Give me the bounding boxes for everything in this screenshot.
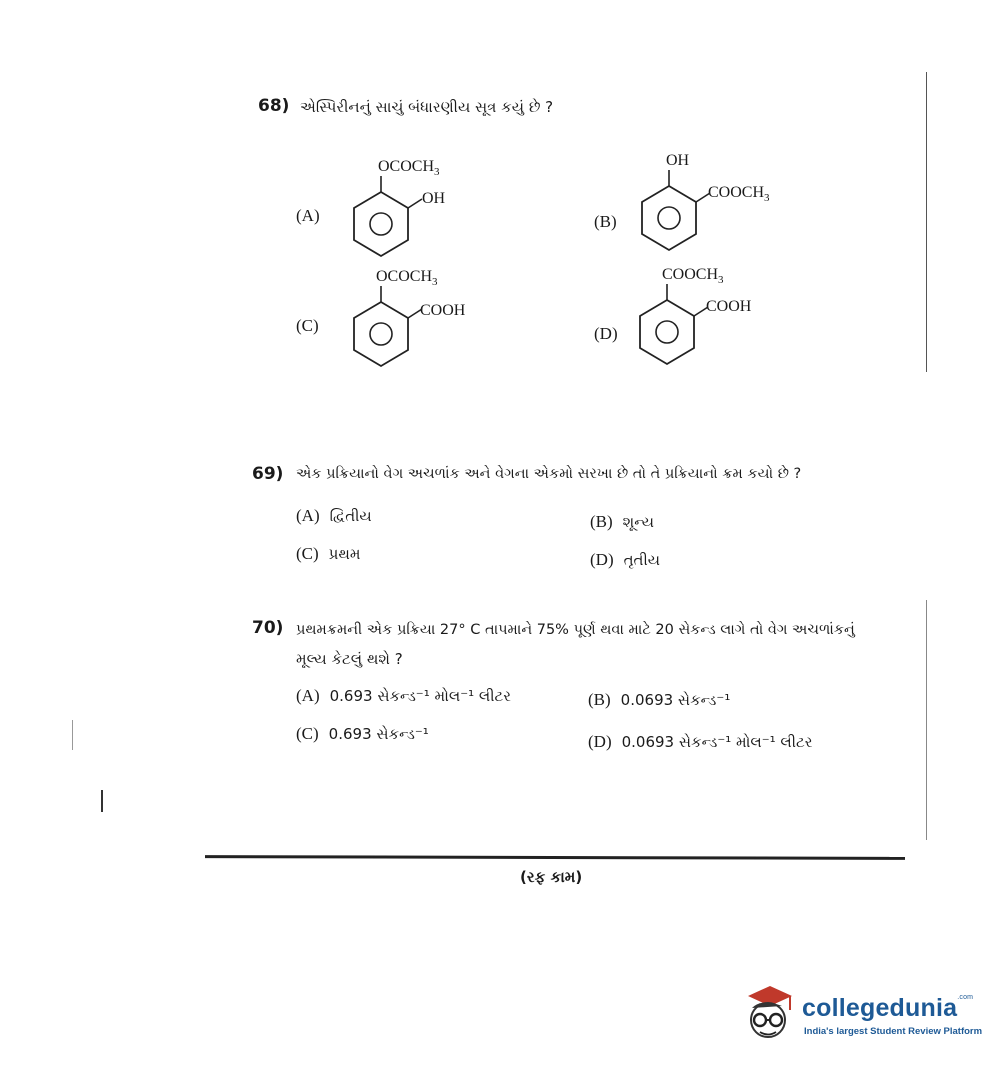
option-text: પ્રથમ <box>328 545 361 563</box>
question-text: પ્રથમક્રમની એક પ્રક્રિયા 27° C તાપમાને 75% પૂર્ણ થવા માટે 20 સેકન્ડ લાગે તો વેગ અચળાંકનું <box>296 622 855 638</box>
footer-text: (રફ કામ) <box>520 868 583 886</box>
option-text: 0.693 સેકન્ડ⁻¹ <box>328 725 429 743</box>
footer-divider <box>205 855 905 860</box>
option-text: શૂન્ય <box>622 513 655 531</box>
question-text: એસ્પિરીનનું સાચું બંધારણીય સૂત્ર કયું છે ? <box>300 98 554 116</box>
option-label: (B) <box>588 690 611 709</box>
scan-edge-line <box>101 790 103 812</box>
option-label: (A) <box>296 686 320 705</box>
option-c <box>296 724 429 744</box>
brand-logo <box>740 980 983 1050</box>
option-text: 0.693 સેકન્ડ⁻¹ મોલ⁻¹ લીટર <box>329 687 512 705</box>
option-label: (B) <box>594 212 617 231</box>
option-c <box>296 268 496 368</box>
option-b <box>594 152 794 252</box>
substituent-top: $OCOCH_3$ <box>376 268 438 289</box>
benzene-ring-icon <box>352 282 432 372</box>
substituent-side: COOH <box>706 298 752 315</box>
brand-name: collegedunia$^{.com}$ <box>802 994 974 1022</box>
benzene-ring-icon <box>352 172 432 262</box>
option-d <box>588 732 813 752</box>
benzene-ring-icon <box>640 166 720 256</box>
question-text-continued: મૂલ્ય કેટલું થશે ? <box>296 650 403 668</box>
substituent-top: $COOCH_3$ <box>662 266 724 287</box>
option-text: દ્વિતીય <box>329 507 372 525</box>
brand-tagline: India's largest Student Review Platform <box>804 1026 983 1037</box>
option-label: (D) <box>594 324 618 343</box>
option-a <box>296 158 476 258</box>
substituent-side: COOH <box>420 302 466 319</box>
question-text: એક પ્રક્રિયાનો વેગ અચળાંક અને વેગના એકમો સરખા છે તો તે પ્રક્રિયાનો ક્રમ કયો છે ? <box>296 466 802 482</box>
substituent-top: OH <box>666 152 690 169</box>
option-label: (D) <box>590 550 614 569</box>
mascot-icon <box>740 980 800 1046</box>
option-c <box>296 544 361 564</box>
benzene-ring-icon <box>638 280 718 370</box>
option-label: (C) <box>296 724 319 743</box>
option-text: 0.0693 સેકન્ડ⁻¹ મોલ⁻¹ લીટર <box>621 733 813 751</box>
question-number: 70) <box>252 618 284 638</box>
option-b <box>588 690 730 710</box>
option-label: (A) <box>296 506 320 525</box>
scan-edge-line <box>926 72 927 372</box>
substituent-top: $OCOCH_3$ <box>378 158 440 179</box>
substituent-side: $COOCH_3$ <box>708 184 770 205</box>
question-number: 68) <box>258 96 290 116</box>
option-a <box>296 686 511 706</box>
option-label: (D) <box>588 732 612 751</box>
option-text: તૃતીય <box>623 551 661 569</box>
option-label: (B) <box>590 512 613 531</box>
option-a <box>296 506 372 526</box>
substituent-side: OH <box>422 190 446 207</box>
question-number: 69) <box>252 464 284 484</box>
option-label: (C) <box>296 316 319 335</box>
option-d <box>590 550 660 570</box>
option-text: 0.0693 સેકન્ડ⁻¹ <box>620 691 731 709</box>
scan-edge-line <box>72 720 73 750</box>
option-b <box>590 512 654 532</box>
option-label: (A) <box>296 206 320 225</box>
option-d <box>594 266 794 366</box>
scan-edge-line <box>926 600 927 840</box>
option-label: (C) <box>296 544 319 563</box>
